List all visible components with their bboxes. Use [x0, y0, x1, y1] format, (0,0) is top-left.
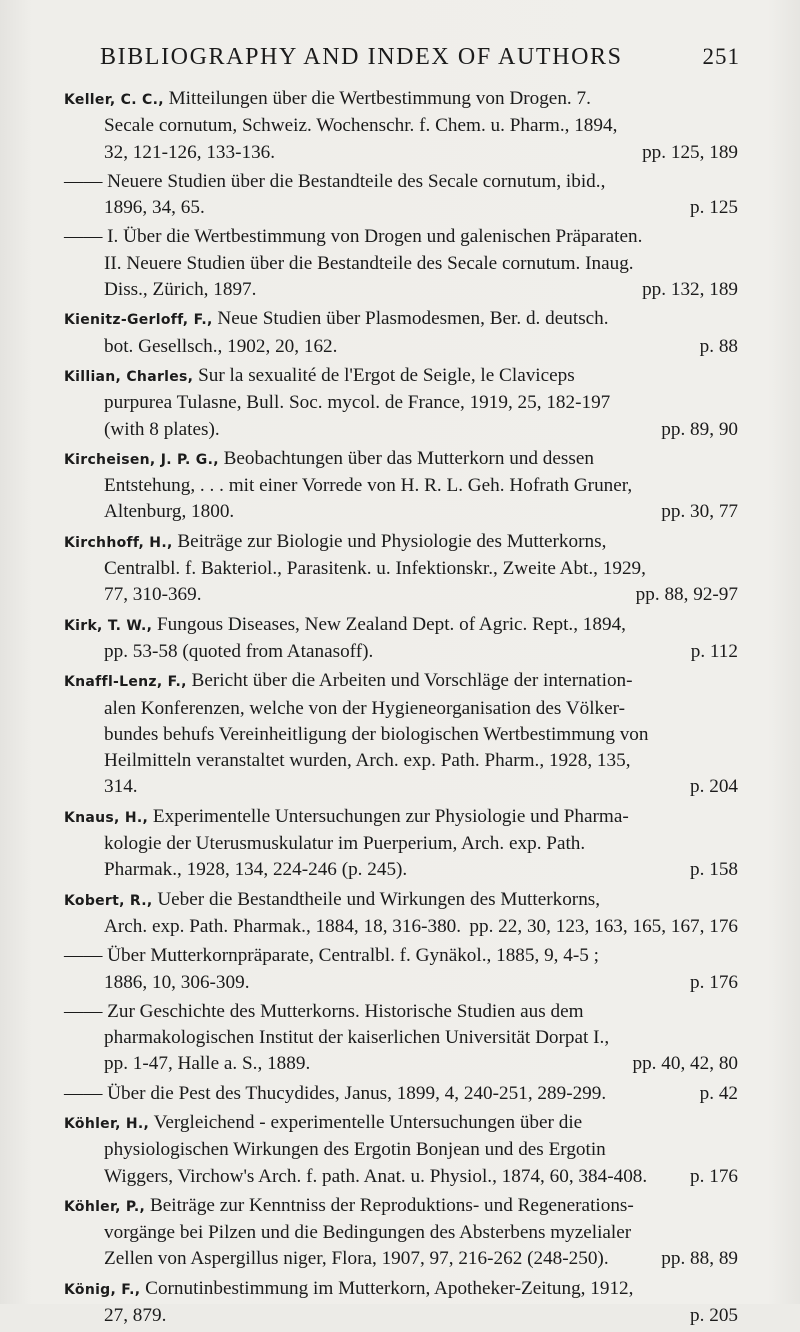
- ditto-dash: ——: [64, 1000, 103, 1022]
- entry-text: Entstehung, . . . mit einer Vorrede von H. R. L. Geh. Hofrath Gruner,: [104, 475, 633, 497]
- page-reference: pp. 40, 42, 80: [632, 1053, 738, 1075]
- page-reference: pp. 22, 30, 123, 163, 165, 167, 176: [469, 915, 738, 937]
- bibliography-entry: [64, 446, 738, 526]
- entry-text: Beobachtungen über das Mutterkorn und dessen: [223, 447, 594, 469]
- entry-text: bot. Gesellsch., 1902, 20, 162.: [104, 335, 338, 357]
- bibliography-list: [64, 86, 738, 1332]
- entry-text: kologie der Uterusmuskulatur im Puerperium, Arch. exp. Path.: [104, 833, 586, 855]
- page-reference: p. 158: [690, 859, 738, 881]
- entry-text: Ueber die Bestandtheile und Wirkungen des Mutterkorns,: [157, 888, 601, 910]
- entry-text: Neue Studien über Plasmodesmen, Ber. d. deutsch.: [217, 308, 609, 330]
- entry-text: Beiträge zur Biologie und Physiologie des Mutterkorns,: [177, 530, 607, 552]
- entry-text: 1886, 10, 306-309.: [104, 971, 250, 993]
- bibliography-entry: [64, 1110, 738, 1190]
- page-reference: pp. 125, 189: [642, 141, 738, 163]
- entry-author: König, F.,: [64, 1281, 141, 1298]
- entry-text: II. Neuere Studien über die Bestandteile des Secale cornutum. Inaug.: [104, 252, 634, 274]
- entry-text: 314.: [104, 776, 138, 798]
- entry-text: Cornutinbestimmung im Mutterkorn, Apotheker-Zeitung, 1912,: [145, 1277, 634, 1299]
- ditto-dash: ——: [64, 226, 103, 248]
- entry-text: Sur la sexualité de l'Ergot de Seigle, le Claviceps: [198, 364, 575, 386]
- bibliography-entry: [64, 1276, 738, 1330]
- entry-text: Neuere Studien über die Bestandteile des Secale cornutum, ibid.,: [107, 170, 606, 192]
- entry-text: Altenburg, 1800.: [104, 501, 235, 523]
- entry-text: Wiggers, Virchow's Arch. f. path. Anat. u. Physiol., 1874, 60, 384-408.: [104, 1165, 648, 1187]
- ditto-dash: ——: [64, 1082, 103, 1104]
- entry-text: purpurea Tulasne, Bull. Soc. mycol. de France, 1919, 25, 182-197: [104, 392, 611, 414]
- bibliography-entry: [64, 529, 738, 609]
- entry-author: Köhler, P.,: [64, 1198, 146, 1215]
- entry-text: 32, 121-126, 133-136.: [104, 141, 276, 163]
- bibliography-entry: [64, 999, 738, 1078]
- entry-text: Pharmak., 1928, 134, 224-246 (p. 245).: [104, 859, 408, 881]
- entry-text: Beiträge zur Kenntniss der Reproduktions- und Regenerations-: [149, 1194, 634, 1216]
- page-reference: p. 176: [690, 1165, 738, 1187]
- entry-text: Zellen von Aspergillus niger, Flora, 1907, 97, 216-262 (248-250).: [104, 1248, 609, 1270]
- entry-text: pp. 53-58 (quoted from Atanasoff).: [104, 640, 374, 662]
- entry-text: Heilmitteln veranstaltet wurden, Arch. exp. Path. Pharm., 1928, 135,: [104, 750, 631, 772]
- running-title: BIBLIOGRAPHY AND INDEX OF AUTHORS: [100, 44, 623, 70]
- page-reference: p. 125: [690, 197, 738, 219]
- entry-text: Centralbl. f. Bakteriol., Parasitenk. u. Infektionskr., Zweite Abt., 1929,: [104, 558, 646, 580]
- bibliography-entry: [64, 306, 738, 360]
- page-reference: p. 42: [699, 1082, 738, 1104]
- entry-text: 77, 310-369.: [104, 584, 202, 606]
- entry-author: Knaffl-Lenz, F.,: [64, 674, 187, 691]
- entry-text: pharmakologischen Institut der kaiserlichen Universität Dorpat I.,: [104, 1027, 610, 1049]
- entry-text: Fungous Diseases, New Zealand Dept. of Agric. Rept., 1894,: [157, 613, 626, 635]
- entry-author: Kobert, R.,: [64, 892, 153, 909]
- bibliography-entry: [64, 668, 738, 800]
- entry-text: Diss., Zürich, 1897.: [104, 279, 257, 301]
- page-reference: p. 112: [690, 640, 738, 662]
- entry-text: Über Mutterkornpräparate, Centralbl. f. Gynäkol., 1885, 9, 4-5 ;: [107, 945, 599, 967]
- entry-text: Über die Pest des Thucydides, Janus, 1899, 4, 240-251, 289-299.: [107, 1082, 607, 1104]
- bibliography-entry: [64, 804, 738, 884]
- bibliography-entry: [64, 1081, 738, 1107]
- entry-author: Knaus, H.,: [64, 809, 149, 826]
- entry-text: bundes behufs Vereinheitligung der biologischen Wertbestimmung von: [104, 723, 649, 745]
- running-header: [100, 44, 740, 71]
- bibliography-entry: [64, 612, 738, 666]
- entry-text: Secale cornutum, Schweiz. Wochenschr. f. Chem. u. Pharm., 1894,: [104, 115, 618, 137]
- bibliography-entry: [64, 224, 738, 303]
- entry-author: Kienitz-Gerloff, F.,: [64, 312, 213, 329]
- page-reference: pp. 30, 77: [661, 501, 738, 523]
- page-reference: p. 205: [690, 1305, 738, 1327]
- bibliography-entry: [64, 363, 738, 443]
- entry-text: Zur Geschichte des Mutterkorns. Historische Studien aus dem: [107, 1000, 584, 1022]
- page-reference: p. 88: [699, 335, 738, 357]
- ditto-dash: ——: [64, 170, 103, 192]
- bibliography-entry: [64, 1193, 738, 1273]
- page-reference: pp. 88, 89: [661, 1248, 738, 1270]
- entry-author: Kirk, T. W.,: [64, 617, 153, 634]
- bibliography-entry: [64, 86, 738, 166]
- entry-text: Arch. exp. Path. Pharmak., 1884, 18, 316-380.: [104, 915, 462, 937]
- entry-text: I. Über die Wertbestimmung von Drogen und galenischen Präparaten.: [107, 226, 643, 248]
- page-reference: pp. 88, 92-97: [635, 584, 738, 606]
- bibliography-entry: [64, 169, 738, 222]
- entry-text: vorgänge bei Pilzen und die Bedingungen des Absterbens myzelialer: [104, 1222, 632, 1244]
- entry-text: alen Konferenzen, welche von der Hygieneorganisation des Völker-: [104, 697, 626, 719]
- page-reference: p. 204: [690, 776, 738, 798]
- entry-text: (with 8 plates).: [104, 418, 220, 440]
- entry-text: pp. 1-47, Halle a. S., 1889.: [104, 1053, 311, 1075]
- page-number: 251: [702, 44, 740, 69]
- entry-author: Köhler, H.,: [64, 1115, 150, 1132]
- entry-text: Vergleichend - experimentelle Untersuchungen über die: [153, 1111, 583, 1133]
- entry-text: physiologischen Wirkungen des Ergotin Bonjean und des Ergotin: [104, 1139, 606, 1161]
- entry-author: Kirchhoff, H.,: [64, 534, 173, 551]
- entry-author: Kircheisen, J. P. G.,: [64, 451, 219, 468]
- entry-text: Bericht über die Arbeiten und Vorschläge der internation-: [191, 670, 633, 692]
- ditto-dash: ——: [64, 945, 103, 967]
- entry-author: Keller, C. C.,: [64, 92, 164, 108]
- entry-text: Mitteilungen über die Wertbestimmung von Drogen. 7.: [168, 88, 591, 109]
- entry-author: Killian, Charles,: [64, 368, 194, 385]
- entry-text: 27, 879.: [104, 1305, 167, 1327]
- page-reference: p. 176: [690, 971, 738, 993]
- entry-text: 1896, 34, 65.: [104, 197, 205, 219]
- bibliography-entry: [64, 943, 738, 996]
- bibliography-entry: [64, 887, 738, 941]
- page-reference: pp. 132, 189: [642, 279, 738, 301]
- page-reference: pp. 89, 90: [661, 418, 738, 440]
- entry-text: Experimentelle Untersuchungen zur Physiologie und Pharma-: [152, 805, 629, 827]
